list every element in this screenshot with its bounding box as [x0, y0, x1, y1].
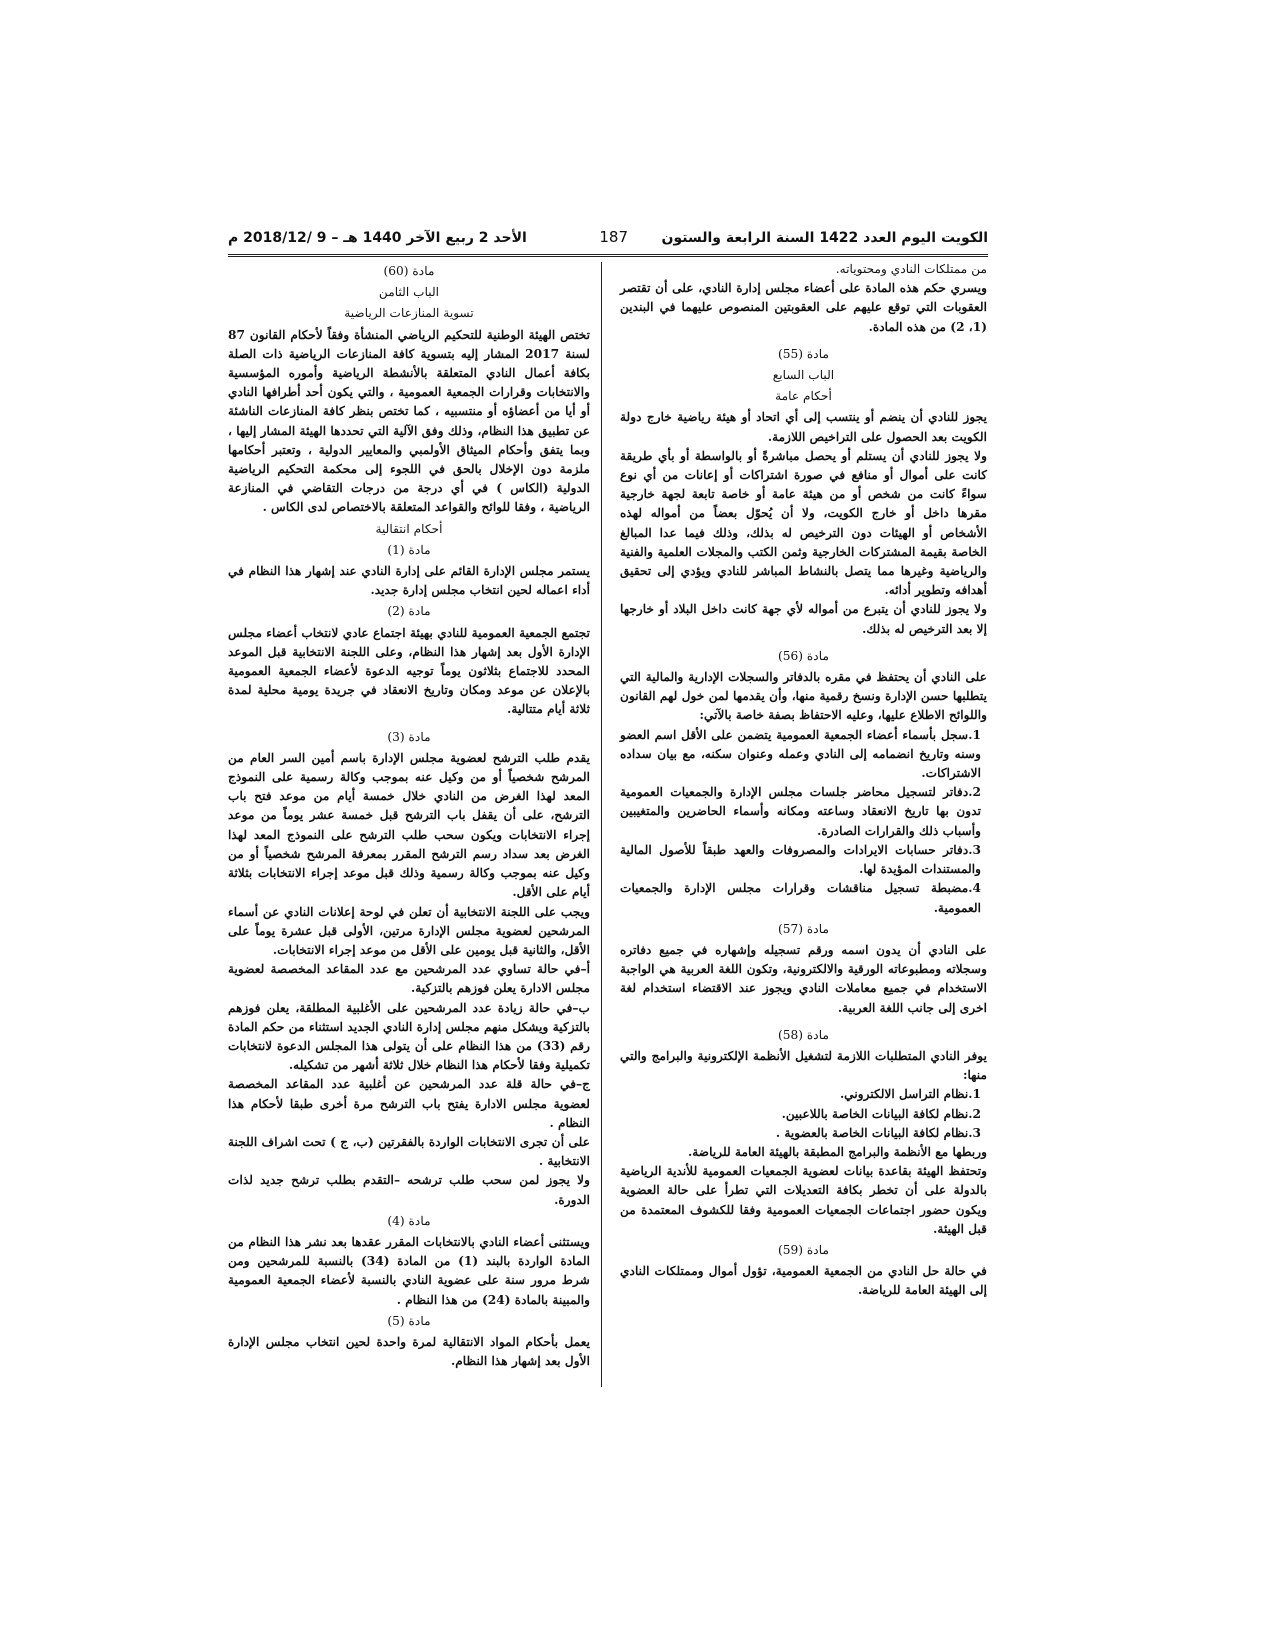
article-heading: مادة (55) [778, 346, 829, 361]
paragraph: أ–في حالة تساوي عدد المرشحين مع عدد المقاعد المخصصة لعضوية مجلس الادارة يعلن فوزهم بالتزكية. [228, 962, 590, 996]
article-heading: مادة (60) [383, 264, 435, 278]
list-item: 2.دفاتر لتسجيل محاضر جلسات مجلس الإدارة والجمعيات العمومية تدون بها تاريخ الانعقاد وساعته ومكانه وأسماء الحاضرين والمتغيبين وأسباب ذلك والقرارات الصادرة. [620, 785, 981, 838]
left-column [228, 260, 590, 1371]
article-heading: مادة (57) [778, 921, 829, 936]
paragraph: ويسري حكم هذه المادة على أعضاء مجلس إدارة النادي، على أن تقتصر العقوبات التي توقع عليهم على العقوبتين المنصوص عليهما في البندين (1، 2) من هذه المادة. [620, 281, 987, 334]
chapter-heading: الباب السابع [772, 368, 835, 383]
paragraph: تجتمع الجمعية العمومية للنادي بهيئة اجتماع عادي لانتخاب أعضاء مجلس الإدارة الأول بعد إشهار هذا النظام، وعلى اللجنة الانتخابية قبل الموعد المحدد للاجتماع بثلاثون يوماً توجيه الدعوة لأعضاء الجمعية العمومية بالإعلان عن موعد ومكان وتاريخ الانعقاد في جريدة يومية محلية لمدة ثلاثة أيام متتالية. [228, 625, 590, 717]
paragraph: ب–في حالة زيادة عدد المرشحين على الأغلبية المطلقة، يعلن فوزهم بالتزكية ويشكل منهم مجلس إدارة النادي الجديد استثناء من حكم المادة رقم (33) من هذا النظام على أن يتولى هذا المجلس الدعوة لانتخابات تكميلية وفقا لأحكام هذا النظام خلال ثلاثة أشهر من تشكيله. [228, 1000, 590, 1073]
paragraph: وربطها مع الأنظمة والبرامج المطبقة بالهيئة العامة للرياضة. [688, 1144, 987, 1159]
article-heading: مادة (3) [387, 729, 431, 744]
list-item: 1.نظام التراسل الالكتروني. [839, 1087, 981, 1102]
list-item: 3.دفاتر حسابات الايرادات والمصروفات والعهد طبقاً للأصول المالية والمستندات المؤيدة لها. [620, 842, 981, 877]
right-column [620, 260, 987, 1301]
article-heading: مادة (59) [778, 1242, 829, 1257]
paragraph: ويجب على اللجنة الانتخابية أن تعلن في لوحة إعلانات النادي عن أسماء المرشحين لعضوية مجلس الإدارة مرتين، الأولى قبل عشرة يوماً على الأقل، والثانية قبل يومين على الأقل من موعد إجراء الانتخابات. [228, 904, 590, 957]
paragraph: يوفر النادي المتطلبات اللازمة لتشغيل الأنظمة الإلكترونية والبرامج والتي منها: [620, 1048, 987, 1083]
paragraph: ويستثنى أعضاء النادي بالانتخابات المقرر عقدها بعد نشر هذا النظام من المادة الواردة بالبند (1) من المادة (34) بالنسبة للمرشحين ومن شرط مرور سنة على عضوية النادي بالنسبة لأعضاء الجمعية العمومية والمبينة بالمادة (24) من هذا النظام . [228, 1234, 590, 1307]
issue-date: الأحد 2 ربيع الآخر 1440 هـ – 9 /2018/12 م [228, 230, 527, 246]
page-number: 187 [599, 228, 628, 246]
paragraph: على النادي أن يدون اسمه ورقم تسجيله وإشهاره في جميع دفاتره وسجلاته ومطبوعاته الورقية والالكترونية، وتكون اللغة العربية هي الواجبة الاستخدام في جميع معاملات النادي ويجوز عند الاقتضاء استخدام لغة اخرى إلى جانب اللغة العربية. [620, 942, 987, 1015]
paragraph: في حالة حل النادي من الجمعية العمومية، تؤول أموال وممتلكات النادي إلى الهيئة العامة للرياضة. [620, 1264, 987, 1298]
paragraph: ولا يجوز لمن سحب طلب ترشحه –التقدم بطلب ترشح جديد لذات الدورة. [228, 1173, 590, 1207]
column-divider [601, 262, 602, 1387]
header-rule [228, 254, 988, 257]
paragraph: وتحتفظ الهيئة بقاعدة بيانات لعضوية الجمعيات العمومية للأندية الرياضية بالدولة على أن تخطر بكافة التعديلات التي تطرأ على حالة العضوية ويكون حضور اجتماعات الجمعيات العمومية وفقا للكشوف المعتمدة من قبل الهيئة. [620, 1164, 987, 1236]
paragraph: من ممتلكات النادي ومحتوياته. [835, 262, 987, 276]
list-item: 2.نظام لكافة البيانات الخاصة باللاعبين. [781, 1106, 981, 1121]
chapter-heading: الباب الثامن [378, 285, 440, 300]
list-item: 1.سجل بأسماء أعضاء الجمعية العمومية يتضمن على الأقل اسم العضو وسنه وتاريخ انضمامه إلى النادي وعمله وعنوان سكنه، مع بيان سداده الاشتراكات. [620, 727, 981, 781]
section-heading: أحكام انتقالية [375, 521, 443, 536]
article-heading: مادة (5) [387, 1313, 431, 1328]
paragraph: على النادي أن يحتفظ في مقره بالدفاتر والسجلات الإدارية والمالية التي يتطلبها حسن الإدارة ونسخ رقمية منها، وأن يقدمها لمن خول لهم القانون واللوائح الاطلاع عليها، وعليه الاحتفاظ بصفة خاصة بالآتي: [620, 670, 987, 723]
chapter-title: تسوية المنازعات الرياضية [344, 306, 474, 321]
paragraph: ج–في حالة قلة عدد المرشحين عن أغلبية عدد المقاعد المخصصة لعضوية مجلس الادارة يفتح باب الترشح مرة أخرى طبقا لأحكام هذا النظام . [228, 1077, 590, 1130]
article-heading: مادة (4) [387, 1213, 431, 1228]
chapter-title: أحكام عامة [775, 389, 832, 404]
article-heading: مادة (56) [778, 648, 829, 663]
paragraph: على أن تجرى الانتخابات الواردة بالفقرتين (ب، ج ) تحت اشراف اللجنة الانتخابية . [228, 1134, 590, 1169]
gazette-issue: الكويت اليوم العدد 1422 السنة الرابعة والستون [661, 230, 988, 246]
list-item: 4.مضبطة تسجيل مناقشات وقرارات مجلس الإدارة والجمعيات العمومية. [620, 881, 981, 915]
paragraph: يقدم طلب الترشح لعضوية مجلس الإدارة باسم أمين السر العام من المرشح شخصياً أو من وكيل عنه بموجب وكالة رسمية على النموذج المعد لهذا الغرض من النادي خلال خمسة أيام من موعد فتح باب الترشح، على أن يقفل باب الترشح قبل خمسة عشر يوماً من موعد إجراء الانتخابات ويكون سحب طلب الترشح على النموذج المعد لهذا الغرض بعد سداد رسم الترشح المقرر بمعرفة المرشح شخصياً أو من وكيل عنه بموجب وكالة رسمية وذلك قبل موعد إجراء الانتخابات بثلاثة أيام على الأقل. [228, 750, 590, 900]
paragraph: ولا يجوز للنادي أن يتبرع من أمواله لأي جهة كانت داخل البلاد أو خارجها إلا بعد الترخيص له بذلك. [620, 602, 987, 636]
article-heading: مادة (2) [387, 604, 431, 619]
paragraph: تختص الهيئة الوطنية للتحكيم الرياضي المنشأة وفقاً لأحكام القانون 87 لسنة 2017 المشار إليه بتسوية كافة المنازعات الرياضية ذات الصلة بكافة أعمال النادي المتعلقة بالأنشطة الرياضية وأموره المؤسسية والانتخابات وقرارات الجمعية العمومية ، والتي يكون أحد أطرافها النادي أو أيا من أعضاؤه أو منتسبيه ، كما تختص بنظر كافة المنازعات الناشئة عن تطبيق هذا النظام، وذلك وفق الآلية التي تحددها الهيئة المشار إليها ، وبما يتفق وأحكام الميثاق الأولمبي والمعايير الدولية ، وتعتبر أحكامها ملزمة دون الإخلال بالحق في اللجوء إلى محكمة التحكيم الرياضية الدولية (الكاس ) في أي درجة من درجات التقاضي في المنازعة الرياضية ، وفقا للوائح والقواعد المتعلقة بالاختصاص لدى الكاس . [228, 327, 591, 515]
article-heading: مادة (1) [387, 542, 431, 557]
paragraph: يستمر مجلس الإدارة القائم على إدارة النادي عند إشهار هذا النظام في أداء اعماله لحين انتخاب مجلس إدارة جديد. [228, 564, 590, 598]
paragraph: يعمل بأحكام المواد الانتقالية لمرة واحدة لحين انتخاب مجلس الإدارة الأول بعد إشهار هذا النظام. [228, 1334, 590, 1369]
list-item: 3.نظام لكافة البيانات الخاصة بالعضوية . [775, 1125, 981, 1140]
paragraph: ولا يجوز للنادي أن يستلم أو يحصل مباشرةً أو بالواسطة أو بأي طريقة كانت على أموال أو منافع في صورة اشتراكات أو إعانات من أي نوع سواءً كانت من شخص أو من هيئة عامة أو خاصة تابعة لجهة خارجية مقرها داخل أو خارج الكويت، ولا أن يُحوّل بعضاً من أمواله لهذه الأشخاص أو الهيئات دون الترخيص له بذلك، وذلك فيما عدا المبالغ الخاصة بقيمة المشتركات الخارجية وثمن الكتب والمجلات العلمية والفنية والرياضية وغيرها مما يتصل بالنشاط المباشر للنادي ويؤدي إلى تحقيق أهدافه وتطوير أدائه. [620, 448, 987, 598]
paragraph: يجوز للنادي أن ينضم أو ينتسب إلى أي اتحاد أو هيئة رياضية خارج دولة الكويت بعد الحصول على التراخيص اللازمة. [620, 410, 987, 444]
article-heading: مادة (58) [778, 1027, 829, 1042]
page-header [228, 226, 988, 256]
